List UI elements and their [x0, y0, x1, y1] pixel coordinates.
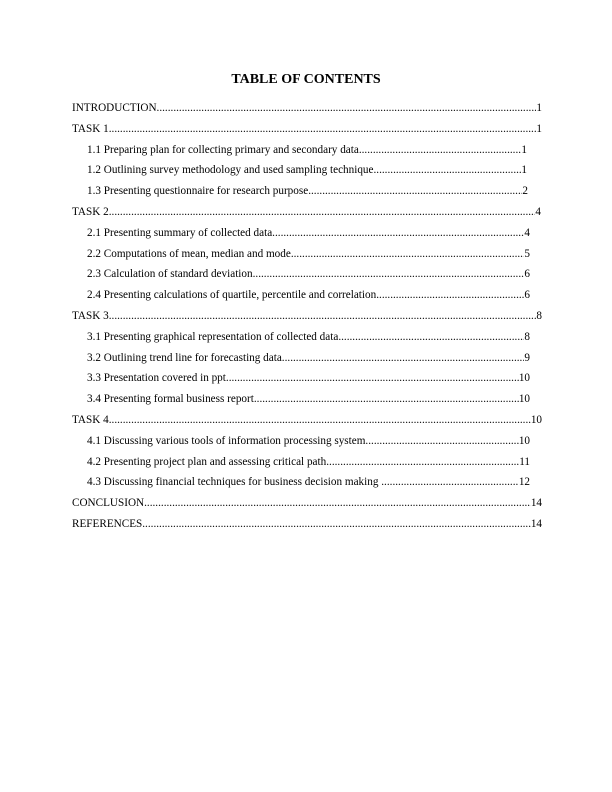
toc-entry-label: 4.3 Discussing financial techniques for business decision making	[87, 476, 382, 489]
toc-entry-2-2[interactable]	[72, 247, 530, 268]
toc-entry-page: 10	[530, 413, 542, 426]
toc-entry-page: 10	[518, 372, 530, 385]
toc-dot-leader	[109, 205, 536, 219]
toc-entry-label: TASK 1	[72, 122, 109, 135]
toc-dot-leader	[144, 496, 531, 510]
toc-dot-leader	[282, 351, 525, 365]
toc-entry-task-2[interactable]	[72, 205, 541, 226]
toc-entry-label: 1.2 Outlining survey methodology and used sampling technique	[87, 164, 374, 177]
toc-dot-leader	[338, 330, 524, 344]
toc-entry-3-4[interactable]	[72, 392, 530, 413]
toc-entry-label: 1.1 Preparing plan for collecting primary and secondary data	[87, 143, 359, 156]
toc-entry-1-1[interactable]	[72, 143, 527, 164]
toc-entry-label: TASK 3	[72, 309, 109, 322]
toc-dot-leader	[109, 122, 537, 136]
toc-entry-label: 3.4 Presenting formal business report	[87, 393, 254, 406]
toc-entry-4-3[interactable]	[72, 475, 530, 496]
toc-dot-leader	[254, 392, 519, 406]
toc-entry-label: 2.2 Computations of mean, median and mode	[87, 247, 291, 260]
toc-entry-task-1[interactable]	[72, 122, 542, 143]
toc-dot-leader	[381, 475, 519, 489]
toc-entry-label: TASK 4	[72, 413, 109, 426]
toc-entry-page: 6	[524, 289, 530, 302]
toc-entry-label: INTRODUCTION	[72, 102, 157, 114]
table-of-contents	[72, 101, 542, 538]
toc-entry-1-2[interactable]	[72, 163, 527, 184]
toc-entry-label: 4.1 Discussing various tools of information processing system	[87, 434, 366, 447]
toc-entry-page: 4	[524, 226, 530, 239]
toc-dot-leader	[373, 163, 521, 177]
toc-entry-3-2[interactable]	[72, 351, 530, 372]
toc-entry-page: 5	[524, 247, 530, 260]
toc-entry-page: 1	[536, 122, 542, 135]
toc-dot-leader	[109, 309, 537, 323]
toc-entry-label: REFERENCES	[72, 517, 143, 530]
toc-entry-page: 11	[519, 455, 530, 468]
toc-entry-page: 8	[524, 330, 530, 343]
toc-entry-label: TASK 2	[72, 205, 109, 218]
toc-entry-page: 4	[535, 205, 541, 218]
toc-entry-page: 1	[536, 102, 542, 114]
toc-entry-introduction[interactable]	[72, 101, 542, 122]
toc-dot-leader	[109, 413, 531, 427]
toc-entry-label: 2.3 Calculation of standard deviation	[87, 268, 253, 281]
toc-entry-task-4[interactable]	[72, 413, 542, 434]
toc-entry-page: 10	[518, 434, 530, 447]
toc-dot-leader	[142, 517, 531, 531]
toc-dot-leader	[326, 455, 519, 469]
toc-entry-page: 14	[530, 497, 542, 510]
toc-entry-label: 4.2 Presenting project plan and assessing critical path	[87, 455, 327, 468]
toc-entry-references[interactable]	[72, 517, 542, 538]
toc-entry-label: 1.3 Presenting questionnaire for research purpose	[87, 185, 309, 198]
toc-entry-1-3[interactable]	[72, 184, 528, 205]
toc-entry-page: 12	[518, 476, 530, 489]
toc-dot-leader	[253, 267, 525, 281]
toc-entry-2-1[interactable]	[72, 226, 530, 247]
toc-dot-leader	[365, 434, 518, 448]
toc-dot-leader	[291, 247, 525, 261]
toc-entry-page: 14	[530, 517, 542, 530]
toc-entry-label: CONCLUSION	[72, 497, 145, 510]
toc-entry-page: 1	[521, 143, 527, 156]
toc-entry-label: 3.2 Outlining trend line for forecasting data	[87, 351, 282, 364]
toc-entry-page: 8	[536, 309, 542, 322]
toc-entry-label: 2.4 Presenting calculations of quartile, percentile and correlation	[87, 289, 377, 302]
toc-dot-leader	[376, 288, 524, 302]
toc-dot-leader	[359, 143, 522, 157]
toc-dot-leader	[226, 371, 519, 385]
toc-entry-label: 3.3 Presentation covered in ppt	[87, 372, 226, 385]
toc-entry-4-1[interactable]	[72, 434, 530, 455]
toc-entry-2-3[interactable]	[72, 267, 530, 288]
toc-dot-leader	[272, 226, 524, 240]
toc-entry-page: 2	[522, 185, 528, 198]
toc-entry-label: 3.1 Presenting graphical representation of collected data	[87, 330, 339, 343]
toc-entry-page: 9	[524, 351, 530, 364]
toc-entry-page: 10	[518, 393, 530, 406]
toc-dot-leader	[308, 184, 522, 198]
toc-entry-4-2[interactable]	[72, 455, 530, 476]
toc-entry-task-3[interactable]	[72, 309, 542, 330]
toc-dot-leader	[157, 101, 537, 115]
toc-entry-conclusion[interactable]	[72, 496, 542, 517]
toc-entry-3-1[interactable]	[72, 330, 530, 351]
page-title: TABLE OF CONTENTS	[231, 72, 381, 87]
toc-entry-3-3[interactable]	[72, 371, 530, 392]
toc-entry-page: 6	[524, 268, 530, 281]
toc-entry-label: 2.1 Presenting summary of collected data	[87, 226, 273, 239]
toc-entry-2-4[interactable]	[72, 288, 530, 309]
toc-entry-page: 1	[521, 164, 527, 177]
